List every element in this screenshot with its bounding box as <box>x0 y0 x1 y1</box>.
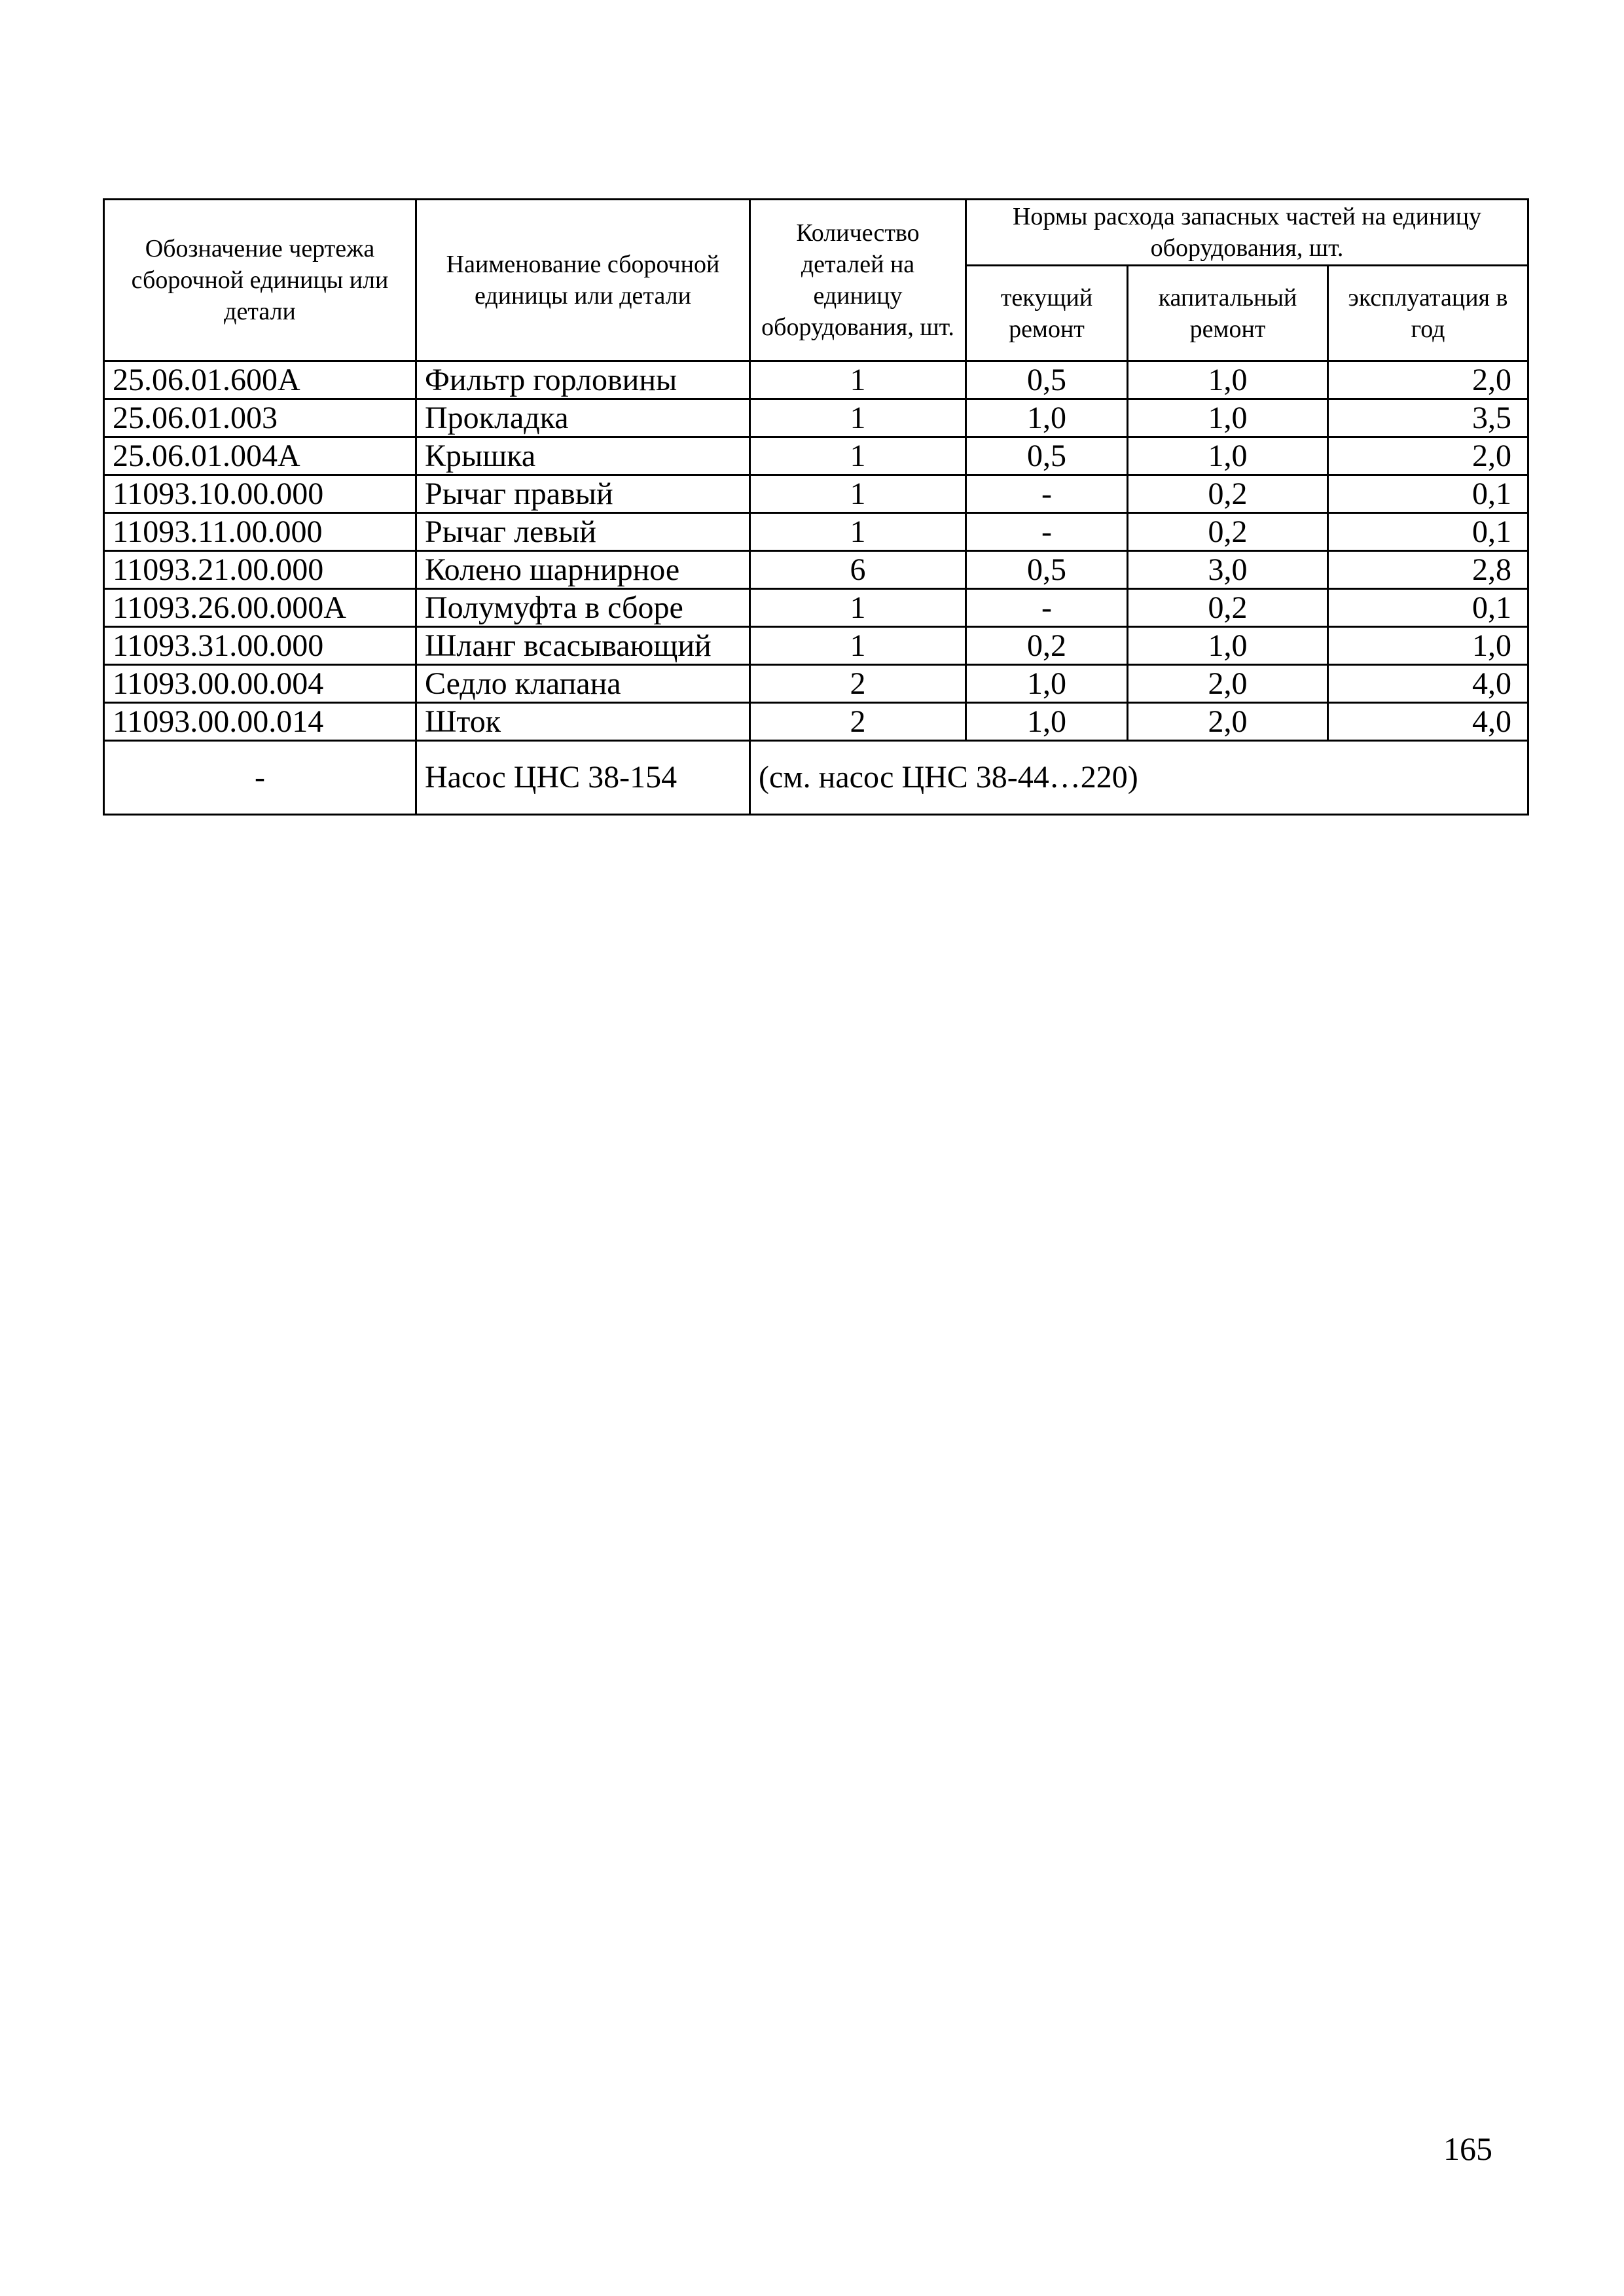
header-name: Наименование сборочной единицы или детали <box>416 200 750 361</box>
table-row <box>104 475 1528 513</box>
cell-capital-repair: 2,0 <box>1128 665 1328 703</box>
cell-operation-year: 2,0 <box>1328 361 1528 399</box>
table-row <box>104 513 1528 551</box>
cell-code: 11093.11.00.000 <box>104 513 416 551</box>
cell-operation-year: 4,0 <box>1328 665 1528 703</box>
cell-qty: 1 <box>750 437 966 475</box>
header-capital-repair: капитальный ремонт <box>1128 266 1328 361</box>
cell-name: Рычаг правый <box>416 475 750 513</box>
table-row <box>104 399 1528 437</box>
cell-current-repair: - <box>966 589 1128 627</box>
cell-operation-year: 3,5 <box>1328 399 1528 437</box>
cell-current-repair: - <box>966 513 1128 551</box>
cell-capital-repair: 1,0 <box>1128 627 1328 665</box>
header-qty: Количество деталей на единицу оборудования, шт. <box>750 200 966 361</box>
cell-qty: 1 <box>750 589 966 627</box>
table-row <box>104 589 1528 627</box>
cell-capital-repair: 2,0 <box>1128 703 1328 741</box>
cell-qty: 2 <box>750 703 966 741</box>
cell-capital-repair: 3,0 <box>1128 551 1328 589</box>
cell-code: 25.06.01.004А <box>104 437 416 475</box>
cell-operation-year: 2,0 <box>1328 437 1528 475</box>
cell-capital-repair: 1,0 <box>1128 437 1328 475</box>
cell-code: 11093.31.00.000 <box>104 627 416 665</box>
cell-name: Колено шарнирное <box>416 551 750 589</box>
cell-operation-year: 0,1 <box>1328 589 1528 627</box>
cell-current-repair: 1,0 <box>966 399 1128 437</box>
cell-name: Фильтр горловины <box>416 361 750 399</box>
cell-capital-repair: 1,0 <box>1128 399 1328 437</box>
cell-qty: 1 <box>750 513 966 551</box>
table-body <box>104 361 1528 741</box>
cell-name: Шток <box>416 703 750 741</box>
header-operation-year: эксплуатация в год <box>1328 266 1528 361</box>
cell-operation-year: 0,1 <box>1328 513 1528 551</box>
cell-operation-year: 0,1 <box>1328 475 1528 513</box>
cell-current-repair: 0,5 <box>966 551 1128 589</box>
cell-operation-year: 4,0 <box>1328 703 1528 741</box>
cell-name: Крышка <box>416 437 750 475</box>
table-row <box>104 437 1528 475</box>
cell-capital-repair: 1,0 <box>1128 361 1328 399</box>
cell-qty: 6 <box>750 551 966 589</box>
header-code: Обозначение чертежа сборочной единицы или детали <box>104 200 416 361</box>
cell-qty: 1 <box>750 361 966 399</box>
cell-capital-repair: 0,2 <box>1128 513 1328 551</box>
table-row <box>104 627 1528 665</box>
cell-reference: (см. насос ЦНС 38-44…220) <box>750 741 1528 815</box>
cell-current-repair: 0,2 <box>966 627 1128 665</box>
cell-capital-repair: 0,2 <box>1128 475 1328 513</box>
cell-capital-repair: 0,2 <box>1128 589 1328 627</box>
cell-name: Насос ЦНС 38-154 <box>416 741 750 815</box>
cell-code: 11093.00.00.004 <box>104 665 416 703</box>
header-norms: Нормы расхода запасных частей на единицу оборудования, шт. <box>966 200 1528 266</box>
cell-current-repair: 0,5 <box>966 361 1128 399</box>
table-row <box>104 361 1528 399</box>
cell-code: 11093.21.00.000 <box>104 551 416 589</box>
cell-code: - <box>104 741 416 815</box>
cell-name: Рычаг левый <box>416 513 750 551</box>
cell-code: 25.06.01.003 <box>104 399 416 437</box>
cell-name: Прокладка <box>416 399 750 437</box>
page-number: 165 <box>1443 2130 1492 2167</box>
cell-name: Седло клапана <box>416 665 750 703</box>
cell-operation-year: 1,0 <box>1328 627 1528 665</box>
cell-current-repair: - <box>966 475 1128 513</box>
cell-current-repair: 1,0 <box>966 665 1128 703</box>
table-row <box>104 551 1528 589</box>
spare-parts-table <box>103 198 1529 816</box>
cell-qty: 2 <box>750 665 966 703</box>
cell-code: 11093.00.00.014 <box>104 703 416 741</box>
cell-qty: 1 <box>750 399 966 437</box>
cell-name: Шланг всасывающий <box>416 627 750 665</box>
cell-name: Полумуфта в сборе <box>416 589 750 627</box>
table-row <box>104 703 1528 741</box>
cell-code: 25.06.01.600А <box>104 361 416 399</box>
cell-code: 11093.10.00.000 <box>104 475 416 513</box>
cell-current-repair: 1,0 <box>966 703 1128 741</box>
cell-qty: 1 <box>750 627 966 665</box>
cell-code: 11093.26.00.000А <box>104 589 416 627</box>
cell-current-repair: 0,5 <box>966 437 1128 475</box>
cell-operation-year: 2,8 <box>1328 551 1528 589</box>
header-current-repair: текущий ремонт <box>966 266 1128 361</box>
table-row-pump <box>104 741 1528 815</box>
cell-qty: 1 <box>750 475 966 513</box>
table-row <box>104 665 1528 703</box>
